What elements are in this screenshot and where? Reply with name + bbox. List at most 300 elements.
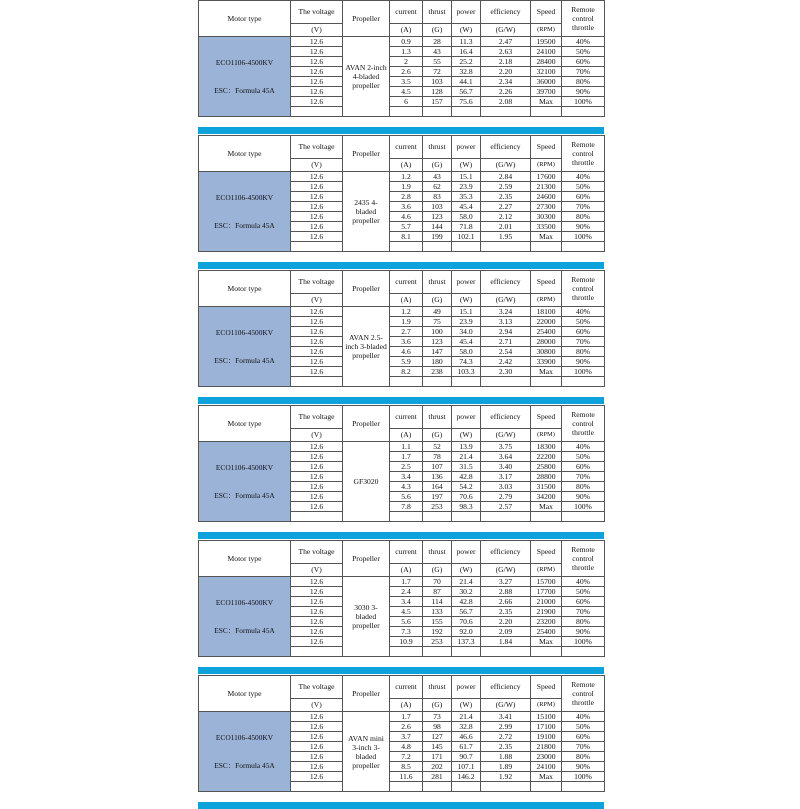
throttle-cell: 90% xyxy=(562,762,605,772)
thrust-cell: 75 xyxy=(423,317,452,327)
voltage-cell: 12.6 xyxy=(291,607,343,617)
voltage-header: The voltage xyxy=(291,676,343,699)
power-unit: (W) xyxy=(452,24,481,37)
power-cell xyxy=(452,512,481,522)
voltage-cell: 12.6 xyxy=(291,722,343,732)
header-row xyxy=(199,676,605,699)
thrust-cell xyxy=(423,647,452,657)
speed-cell: 30800 xyxy=(531,347,562,357)
voltage-header: The voltage xyxy=(291,1,343,24)
speed-cell: 18300 xyxy=(531,442,562,452)
current-unit: (A) xyxy=(390,294,423,307)
voltage-cell: 12.6 xyxy=(291,442,343,452)
block-separator-bar xyxy=(198,532,604,539)
thrust-cell: 192 xyxy=(423,627,452,637)
power-cell: 13.9 xyxy=(452,442,481,452)
thrust-cell: 62 xyxy=(423,182,452,192)
block-separator-bar xyxy=(198,127,604,134)
efficiency-cell: 2.08 xyxy=(481,97,531,107)
thrust-unit: (G) xyxy=(423,699,452,712)
voltage-cell: 12.6 xyxy=(291,172,343,182)
power-cell: 56.7 xyxy=(452,87,481,97)
thrust-cell: 133 xyxy=(423,607,452,617)
power-cell: 21.4 xyxy=(452,712,481,722)
throttle-cell xyxy=(562,377,605,387)
speed-header: Speed xyxy=(531,541,562,564)
voltage-unit: (V) xyxy=(291,564,343,577)
thrust-cell: 164 xyxy=(423,482,452,492)
motor-type-header: Motor type xyxy=(199,406,291,442)
efficiency-cell: 1.95 xyxy=(481,232,531,242)
throttle-cell: 60% xyxy=(562,57,605,67)
thrust-header: thrust xyxy=(423,271,452,294)
speed-cell xyxy=(531,242,562,252)
efficiency-cell: 2.99 xyxy=(481,722,531,732)
voltage-cell xyxy=(291,107,343,117)
voltage-cell: 12.6 xyxy=(291,347,343,357)
motor-type-cell xyxy=(199,307,291,387)
voltage-cell: 12.6 xyxy=(291,222,343,232)
throttle-cell: 90% xyxy=(562,357,605,367)
power-cell: 21.4 xyxy=(452,452,481,462)
current-cell: 3.6 xyxy=(390,337,423,347)
speed-unit: (RPM) xyxy=(531,564,562,577)
thrust-cell: 147 xyxy=(423,347,452,357)
speed-cell: 25400 xyxy=(531,627,562,637)
throttle-cell: 100% xyxy=(562,97,605,107)
efficiency-cell xyxy=(481,782,531,792)
speed-cell: Max xyxy=(531,97,562,107)
voltage-unit: (V) xyxy=(291,699,343,712)
speed-header: Speed xyxy=(531,676,562,699)
efficiency-cell: 2.42 xyxy=(481,357,531,367)
motor-model: ECO1106-4500KV xyxy=(215,192,274,202)
throttle-cell: 100% xyxy=(562,367,605,377)
propeller-cell: AVAN 2.5-inch 3-bladed propeller xyxy=(343,307,390,387)
voltage-cell: 12.6 xyxy=(291,617,343,627)
power-cell: 70.6 xyxy=(452,492,481,502)
remote-throttle-header: Remote control throttle xyxy=(562,1,605,37)
efficiency-cell: 3.75 xyxy=(481,442,531,452)
efficiency-cell xyxy=(481,647,531,657)
speed-cell: 21900 xyxy=(531,607,562,617)
voltage-cell: 12.6 xyxy=(291,232,343,242)
current-cell: 7.2 xyxy=(390,752,423,762)
power-cell: 146.2 xyxy=(452,772,481,782)
table-row xyxy=(199,172,605,182)
propeller-test-table xyxy=(198,0,605,117)
power-cell: 42.8 xyxy=(452,597,481,607)
efficiency-cell: 2.09 xyxy=(481,627,531,637)
power-cell: 45.4 xyxy=(452,337,481,347)
throttle-cell: 50% xyxy=(562,47,605,57)
power-cell: 75.6 xyxy=(452,97,481,107)
motor-model: ECO1106-4500KV xyxy=(215,327,274,337)
power-cell: 32.8 xyxy=(452,722,481,732)
header-row xyxy=(199,271,605,294)
voltage-cell: 12.6 xyxy=(291,587,343,597)
current-cell: 1.7 xyxy=(390,452,423,462)
throttle-cell: 60% xyxy=(562,192,605,202)
voltage-header: The voltage xyxy=(291,136,343,159)
efficiency-cell: 2.30 xyxy=(481,367,531,377)
voltage-header: The voltage xyxy=(291,271,343,294)
speed-cell: 21000 xyxy=(531,597,562,607)
current-cell: 1.9 xyxy=(390,182,423,192)
efficiency-header: efficiency xyxy=(481,136,531,159)
voltage-unit: (V) xyxy=(291,429,343,442)
thrust-unit: (G) xyxy=(423,429,452,442)
efficiency-header: efficiency xyxy=(481,541,531,564)
throttle-cell: 40% xyxy=(562,577,605,587)
throttle-cell: 50% xyxy=(562,452,605,462)
efficiency-cell: 2.35 xyxy=(481,192,531,202)
header-row xyxy=(199,1,605,24)
motor-type-cell xyxy=(199,37,291,117)
block-separator-bar xyxy=(198,667,604,674)
thrust-unit: (G) xyxy=(423,564,452,577)
efficiency-cell xyxy=(481,377,531,387)
voltage-header: The voltage xyxy=(291,406,343,429)
power-header: power xyxy=(452,136,481,159)
throttle-cell xyxy=(562,647,605,657)
voltage-cell: 12.6 xyxy=(291,87,343,97)
speed-cell: 25400 xyxy=(531,327,562,337)
thrust-cell: 197 xyxy=(423,492,452,502)
power-cell: 90.7 xyxy=(452,752,481,762)
throttle-cell: 40% xyxy=(562,172,605,182)
remote-throttle-header: Remote control throttle xyxy=(562,271,605,307)
throttle-cell: 50% xyxy=(562,587,605,597)
power-unit: (W) xyxy=(452,564,481,577)
voltage-cell: 12.6 xyxy=(291,357,343,367)
power-cell: 42.8 xyxy=(452,472,481,482)
power-cell: 23.9 xyxy=(452,182,481,192)
efficiency-unit: (G/W) xyxy=(481,24,531,37)
power-cell: 102.1 xyxy=(452,232,481,242)
efficiency-cell: 1.89 xyxy=(481,762,531,772)
efficiency-cell: 3.17 xyxy=(481,472,531,482)
speed-cell: 32100 xyxy=(531,67,562,77)
motor-model: ECO1106-4500KV xyxy=(215,732,274,742)
speed-cell xyxy=(531,107,562,117)
efficiency-cell: 2.63 xyxy=(481,47,531,57)
current-cell: 1.7 xyxy=(390,712,423,722)
speed-cell: 15700 xyxy=(531,577,562,587)
header-row xyxy=(199,406,605,429)
current-cell: 4.6 xyxy=(390,347,423,357)
efficiency-cell: 3.27 xyxy=(481,577,531,587)
current-cell xyxy=(390,782,423,792)
speed-cell: 24100 xyxy=(531,762,562,772)
power-unit: (W) xyxy=(452,294,481,307)
thrust-cell xyxy=(423,377,452,387)
current-cell: 0.9 xyxy=(390,37,423,47)
esc-model: ESC：Formula 45A xyxy=(214,490,275,500)
efficiency-cell: 3.41 xyxy=(481,712,531,722)
voltage-unit: (V) xyxy=(291,24,343,37)
throttle-cell: 80% xyxy=(562,347,605,357)
speed-cell: 33500 xyxy=(531,222,562,232)
speed-cell: 18100 xyxy=(531,307,562,317)
speed-cell: Max xyxy=(531,232,562,242)
efficiency-cell: 3.03 xyxy=(481,482,531,492)
current-unit: (A) xyxy=(390,699,423,712)
voltage-cell: 12.6 xyxy=(291,492,343,502)
voltage-cell: 12.6 xyxy=(291,97,343,107)
thrust-cell: 114 xyxy=(423,597,452,607)
efficiency-cell: 1.88 xyxy=(481,752,531,762)
power-cell: 44.1 xyxy=(452,77,481,87)
efficiency-cell xyxy=(481,242,531,252)
throttle-cell: 70% xyxy=(562,607,605,617)
speed-cell: 15100 xyxy=(531,712,562,722)
speed-header: Speed xyxy=(531,136,562,159)
speed-cell xyxy=(531,782,562,792)
thrust-cell: 103 xyxy=(423,77,452,87)
thrust-unit: (G) xyxy=(423,294,452,307)
thrust-cell: 238 xyxy=(423,367,452,377)
speed-cell: 17100 xyxy=(531,722,562,732)
efficiency-cell: 2.72 xyxy=(481,732,531,742)
thrust-cell: 127 xyxy=(423,732,452,742)
voltage-cell: 12.6 xyxy=(291,762,343,772)
thrust-cell: 144 xyxy=(423,222,452,232)
motor-type-cell xyxy=(199,172,291,252)
current-cell: 10.9 xyxy=(390,637,423,647)
throttle-cell xyxy=(562,107,605,117)
thrust-cell: 70 xyxy=(423,577,452,587)
efficiency-cell: 1.92 xyxy=(481,772,531,782)
propeller-header: Propeller xyxy=(343,1,390,37)
throttle-cell: 90% xyxy=(562,87,605,97)
esc-model: ESC：Formula 45A xyxy=(214,220,275,230)
voltage-cell: 12.6 xyxy=(291,307,343,317)
current-cell: 5.6 xyxy=(390,617,423,627)
speed-cell: 28000 xyxy=(531,337,562,347)
efficiency-cell: 2.18 xyxy=(481,57,531,67)
current-cell: 2.5 xyxy=(390,462,423,472)
current-cell: 1.1 xyxy=(390,442,423,452)
throttle-cell: 80% xyxy=(562,482,605,492)
speed-unit: (RPM) xyxy=(531,429,562,442)
voltage-cell: 12.6 xyxy=(291,752,343,762)
current-header: current xyxy=(390,271,423,294)
current-cell: 3.4 xyxy=(390,597,423,607)
remote-throttle-header: Remote control throttle xyxy=(562,406,605,442)
speed-header: Speed xyxy=(531,1,562,24)
current-cell: 2.6 xyxy=(390,722,423,732)
thrust-header: thrust xyxy=(423,541,452,564)
voltage-cell: 12.6 xyxy=(291,472,343,482)
voltage-cell xyxy=(291,647,343,657)
thrust-cell: 100 xyxy=(423,327,452,337)
speed-cell: 19500 xyxy=(531,37,562,47)
thrust-cell: 253 xyxy=(423,502,452,512)
motor-type-header: Motor type xyxy=(199,136,291,172)
throttle-cell: 70% xyxy=(562,472,605,482)
current-cell: 7.3 xyxy=(390,627,423,637)
voltage-unit: (V) xyxy=(291,294,343,307)
voltage-cell xyxy=(291,242,343,252)
throttle-cell: 100% xyxy=(562,232,605,242)
propeller-cell: 3030 3-bladed propeller xyxy=(343,577,390,657)
power-cell: 30.2 xyxy=(452,587,481,597)
throttle-cell: 40% xyxy=(562,712,605,722)
header-row xyxy=(199,541,605,564)
throttle-cell: 80% xyxy=(562,212,605,222)
current-cell xyxy=(390,377,423,387)
thrust-header: thrust xyxy=(423,136,452,159)
power-cell: 70.6 xyxy=(452,617,481,627)
propeller-test-table xyxy=(198,405,605,522)
voltage-cell: 12.6 xyxy=(291,47,343,57)
propeller-test-table xyxy=(198,540,605,657)
thrust-cell xyxy=(423,512,452,522)
efficiency-cell: 2.34 xyxy=(481,77,531,87)
speed-cell: 30300 xyxy=(531,212,562,222)
speed-unit: (RPM) xyxy=(531,294,562,307)
voltage-cell: 12.6 xyxy=(291,317,343,327)
efficiency-cell: 2.47 xyxy=(481,37,531,47)
power-header: power xyxy=(452,1,481,24)
current-header: current xyxy=(390,676,423,699)
voltage-cell: 12.6 xyxy=(291,597,343,607)
power-cell: 21.4 xyxy=(452,577,481,587)
current-cell xyxy=(390,107,423,117)
esc-model: ESC：Formula 45A xyxy=(214,85,275,95)
current-cell: 2.4 xyxy=(390,587,423,597)
speed-cell xyxy=(531,647,562,657)
efficiency-cell: 2.12 xyxy=(481,212,531,222)
efficiency-cell: 2.88 xyxy=(481,587,531,597)
power-cell: 35.3 xyxy=(452,192,481,202)
speed-cell: 31500 xyxy=(531,482,562,492)
current-cell: 8.5 xyxy=(390,762,423,772)
throttle-cell: 40% xyxy=(562,37,605,47)
speed-cell: 22200 xyxy=(531,452,562,462)
efficiency-unit: (G/W) xyxy=(481,429,531,442)
efficiency-cell: 2.79 xyxy=(481,492,531,502)
thrust-cell: 199 xyxy=(423,232,452,242)
thrust-cell: 52 xyxy=(423,442,452,452)
propeller-header: Propeller xyxy=(343,271,390,307)
efficiency-unit: (G/W) xyxy=(481,564,531,577)
voltage-cell xyxy=(291,377,343,387)
current-cell: 1.2 xyxy=(390,307,423,317)
speed-unit: (RPM) xyxy=(531,24,562,37)
current-cell: 5.7 xyxy=(390,222,423,232)
current-cell: 3.6 xyxy=(390,202,423,212)
current-cell: 3.5 xyxy=(390,77,423,87)
block-separator-bar xyxy=(198,397,604,404)
efficiency-cell: 2.01 xyxy=(481,222,531,232)
voltage-cell: 12.6 xyxy=(291,57,343,67)
power-header: power xyxy=(452,541,481,564)
efficiency-cell: 1.84 xyxy=(481,637,531,647)
throttle-cell: 50% xyxy=(562,182,605,192)
efficiency-cell: 2.94 xyxy=(481,327,531,337)
thrust-cell: 103 xyxy=(423,202,452,212)
current-header: current xyxy=(390,1,423,24)
speed-cell: 25800 xyxy=(531,462,562,472)
thrust-cell: 72 xyxy=(423,67,452,77)
power-cell: 54.2 xyxy=(452,482,481,492)
efficiency-cell: 3.40 xyxy=(481,462,531,472)
efficiency-header: efficiency xyxy=(481,406,531,429)
voltage-cell xyxy=(291,512,343,522)
speed-cell xyxy=(531,512,562,522)
thrust-cell: 55 xyxy=(423,57,452,67)
throttle-cell xyxy=(562,242,605,252)
power-cell: 15.1 xyxy=(452,307,481,317)
voltage-header: The voltage xyxy=(291,541,343,564)
thrust-cell: 171 xyxy=(423,752,452,762)
motor-type-header: Motor type xyxy=(199,271,291,307)
voltage-cell: 12.6 xyxy=(291,742,343,752)
thrust-cell: 107 xyxy=(423,462,452,472)
voltage-cell: 12.6 xyxy=(291,212,343,222)
speed-cell: 21300 xyxy=(531,182,562,192)
current-cell: 2.6 xyxy=(390,67,423,77)
thrust-cell: 43 xyxy=(423,172,452,182)
thrust-cell: 123 xyxy=(423,212,452,222)
voltage-cell: 12.6 xyxy=(291,772,343,782)
efficiency-header: efficiency xyxy=(481,676,531,699)
esc-model: ESC：Formula 45A xyxy=(214,760,275,770)
voltage-cell: 12.6 xyxy=(291,202,343,212)
thrust-cell: 145 xyxy=(423,742,452,752)
throttle-cell: 60% xyxy=(562,327,605,337)
voltage-cell: 12.6 xyxy=(291,577,343,587)
current-header: current xyxy=(390,136,423,159)
motor-type-header: Motor type xyxy=(199,676,291,712)
power-cell: 58.0 xyxy=(452,212,481,222)
efficiency-unit: (G/W) xyxy=(481,699,531,712)
header-row xyxy=(199,136,605,159)
propeller-header: Propeller xyxy=(343,136,390,172)
thrust-cell: 73 xyxy=(423,712,452,722)
power-cell: 74.3 xyxy=(452,357,481,367)
voltage-cell xyxy=(291,782,343,792)
current-cell: 8.2 xyxy=(390,367,423,377)
efficiency-cell: 3.64 xyxy=(481,452,531,462)
power-cell: 16.4 xyxy=(452,47,481,57)
thrust-cell xyxy=(423,782,452,792)
voltage-cell: 12.6 xyxy=(291,337,343,347)
power-cell: 137.3 xyxy=(452,637,481,647)
power-cell: 61.7 xyxy=(452,742,481,752)
throttle-cell: 90% xyxy=(562,492,605,502)
current-cell xyxy=(390,242,423,252)
efficiency-unit: (G/W) xyxy=(481,159,531,172)
thrust-cell: 128 xyxy=(423,87,452,97)
block-separator-bar xyxy=(198,802,604,809)
power-unit: (W) xyxy=(452,429,481,442)
table-row xyxy=(199,307,605,317)
thrust-cell: 202 xyxy=(423,762,452,772)
efficiency-cell: 2.84 xyxy=(481,172,531,182)
propeller-test-table xyxy=(198,675,605,792)
throttle-cell xyxy=(562,512,605,522)
propeller-header: Propeller xyxy=(343,541,390,577)
power-cell: 32.8 xyxy=(452,67,481,77)
power-cell: 56.7 xyxy=(452,607,481,617)
speed-cell: 33900 xyxy=(531,357,562,367)
table-row xyxy=(199,577,605,587)
propeller-cell: AVAN 2-inch 4-bladed propeller xyxy=(343,37,390,117)
efficiency-cell: 2.66 xyxy=(481,597,531,607)
